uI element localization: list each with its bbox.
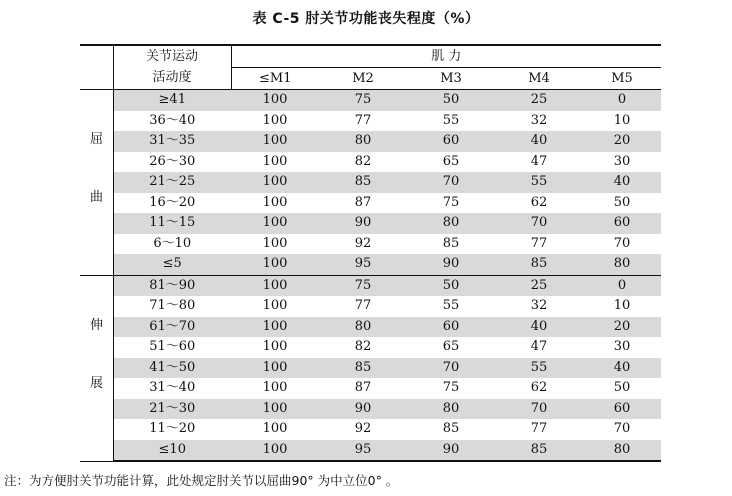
column-header: M4 <box>495 68 583 90</box>
value-cell: 100 <box>262 194 288 210</box>
range-cell: ≥41 <box>113 90 231 111</box>
motion-group-char: 曲 <box>89 190 103 205</box>
value-cell: 90 <box>407 440 495 462</box>
table-row <box>80 193 661 214</box>
table-row <box>80 152 661 173</box>
table-row <box>80 440 661 462</box>
range-cell: ≤5 <box>113 254 231 275</box>
range-cell: 16～20 <box>149 194 196 210</box>
value-cell: 65 <box>442 339 460 355</box>
value-cell: 100 <box>262 235 288 251</box>
range-cell: 81～90 <box>113 275 231 296</box>
value-cell: 85 <box>442 235 460 251</box>
value-cell: 100 <box>231 440 319 462</box>
range-cell: 31～35 <box>113 131 231 152</box>
value-cell: 90 <box>319 213 407 234</box>
value-cell: 20 <box>583 131 661 152</box>
range-cell: 61～70 <box>113 317 231 338</box>
value-cell: 100 <box>231 131 319 152</box>
table-row <box>80 234 661 255</box>
value-cell: 85 <box>319 172 407 193</box>
value-cell: 100 <box>231 254 319 275</box>
value-cell: 70 <box>495 213 583 234</box>
value-cell: 0 <box>583 275 661 296</box>
value-cell: 87 <box>354 194 372 210</box>
value-cell: 40 <box>583 358 661 379</box>
value-cell: 77 <box>530 421 548 437</box>
value-cell: 100 <box>231 317 319 338</box>
footnote: 注：为方便肘关节功能计算，此处规定肘关节以屈曲90° 为中立位0° 。 <box>4 473 399 488</box>
value-cell: 80 <box>583 254 661 275</box>
value-cell: 100 <box>262 112 288 128</box>
value-cell: 100 <box>262 421 288 437</box>
value-cell: 62 <box>530 194 548 210</box>
value-cell: 60 <box>583 399 661 420</box>
value-cell: 100 <box>231 399 319 420</box>
value-cell: 40 <box>495 317 583 338</box>
corner-label-bottom: 活动度 <box>113 68 231 90</box>
value-cell: 100 <box>262 298 288 314</box>
table-row <box>80 399 661 420</box>
header-blank-cell <box>80 45 113 90</box>
value-cell: 10 <box>613 298 631 314</box>
value-cell: 70 <box>407 172 495 193</box>
range-cell: 51～60 <box>149 339 196 355</box>
value-cell: 80 <box>407 213 495 234</box>
table-title: 表 C-5 肘关节功能丧失程度（%） <box>252 11 480 27</box>
value-cell: 32 <box>530 298 548 314</box>
value-cell: 50 <box>407 90 495 111</box>
motion-group-char: 展 <box>89 375 103 391</box>
table-row <box>80 378 661 399</box>
value-cell: 55 <box>495 358 583 379</box>
table-row <box>80 90 661 111</box>
value-cell: 55 <box>442 112 460 128</box>
value-cell: 50 <box>407 275 495 296</box>
range-cell: 31～40 <box>149 380 196 396</box>
value-cell: 75 <box>319 90 407 111</box>
range-cell: 71～80 <box>149 298 196 314</box>
value-cell: 75 <box>442 194 460 210</box>
range-cell: 41～50 <box>113 358 231 379</box>
value-cell: 77 <box>530 235 548 251</box>
table-row <box>80 419 661 440</box>
value-cell: 70 <box>407 358 495 379</box>
value-cell: 70 <box>495 399 583 420</box>
value-cell: 55 <box>442 298 460 314</box>
column-header: M5 <box>583 68 661 90</box>
value-cell: 92 <box>354 421 372 437</box>
value-cell: 62 <box>530 380 548 396</box>
table-row <box>80 358 661 379</box>
value-cell: 82 <box>354 153 372 169</box>
value-cell: 80 <box>319 131 407 152</box>
value-cell: 77 <box>354 112 372 128</box>
muscle-strength-group-header: 肌 力 <box>231 45 661 68</box>
value-cell: 82 <box>354 339 372 355</box>
value-cell: 65 <box>442 153 460 169</box>
range-cell: ≤10 <box>113 440 231 462</box>
value-cell: 100 <box>231 358 319 379</box>
value-cell: 60 <box>407 131 495 152</box>
elbow-function-loss-table <box>80 44 661 462</box>
value-cell: 60 <box>583 213 661 234</box>
value-cell: 100 <box>262 339 288 355</box>
value-cell: 95 <box>319 440 407 462</box>
table-row <box>80 172 661 193</box>
corner-label-top: 关节运动 <box>113 45 231 68</box>
value-cell: 20 <box>583 317 661 338</box>
table-row <box>80 111 661 132</box>
value-cell: 60 <box>407 317 495 338</box>
value-cell: 50 <box>613 380 631 396</box>
value-cell: 85 <box>495 254 583 275</box>
value-cell: 25 <box>495 90 583 111</box>
table-row <box>80 275 661 296</box>
table-row <box>80 131 661 152</box>
column-header: M2 <box>319 68 407 90</box>
motion-group-label <box>80 275 113 461</box>
motion-group-char: 屈 <box>89 132 103 147</box>
value-cell: 100 <box>262 380 288 396</box>
value-cell: 80 <box>407 399 495 420</box>
value-cell: 47 <box>530 153 548 169</box>
value-cell: 40 <box>583 172 661 193</box>
table-row <box>80 317 661 338</box>
value-cell: 10 <box>613 112 631 128</box>
value-cell: 92 <box>354 235 372 251</box>
column-header: ≤M1 <box>231 68 319 90</box>
value-cell: 80 <box>319 317 407 338</box>
value-cell: 55 <box>495 172 583 193</box>
value-cell: 70 <box>613 235 631 251</box>
value-cell: 100 <box>231 172 319 193</box>
value-cell: 85 <box>319 358 407 379</box>
range-cell: 11～15 <box>113 213 231 234</box>
value-cell: 0 <box>583 90 661 111</box>
motion-group-label <box>80 90 113 276</box>
range-cell: 36～40 <box>149 112 196 128</box>
range-cell: 6～10 <box>153 235 192 251</box>
value-cell: 75 <box>319 275 407 296</box>
range-cell: 11～20 <box>149 421 196 437</box>
value-cell: 70 <box>613 421 631 437</box>
value-cell: 87 <box>354 380 372 396</box>
value-cell: 90 <box>319 399 407 420</box>
motion-group-char: 伸 <box>89 317 103 333</box>
value-cell: 100 <box>231 213 319 234</box>
value-cell: 77 <box>354 298 372 314</box>
value-cell: 32 <box>530 112 548 128</box>
table-row <box>80 296 661 317</box>
value-cell: 80 <box>583 440 661 462</box>
table-row <box>80 337 661 358</box>
value-cell: 85 <box>442 421 460 437</box>
value-cell: 40 <box>495 131 583 152</box>
value-cell: 100 <box>231 90 319 111</box>
value-cell: 95 <box>319 254 407 275</box>
value-cell: 25 <box>495 275 583 296</box>
range-cell: 21～25 <box>113 172 231 193</box>
value-cell: 75 <box>442 380 460 396</box>
value-cell: 90 <box>407 254 495 275</box>
value-cell: 85 <box>495 440 583 462</box>
value-cell: 47 <box>530 339 548 355</box>
column-header: M3 <box>407 68 495 90</box>
value-cell: 30 <box>613 339 631 355</box>
value-cell: 100 <box>231 275 319 296</box>
range-cell: 21～30 <box>113 399 231 420</box>
table-row <box>80 213 661 234</box>
value-cell: 100 <box>262 153 288 169</box>
value-cell: 50 <box>613 194 631 210</box>
range-cell: 26～30 <box>149 153 196 169</box>
table-row <box>80 254 661 275</box>
value-cell: 30 <box>613 153 631 169</box>
